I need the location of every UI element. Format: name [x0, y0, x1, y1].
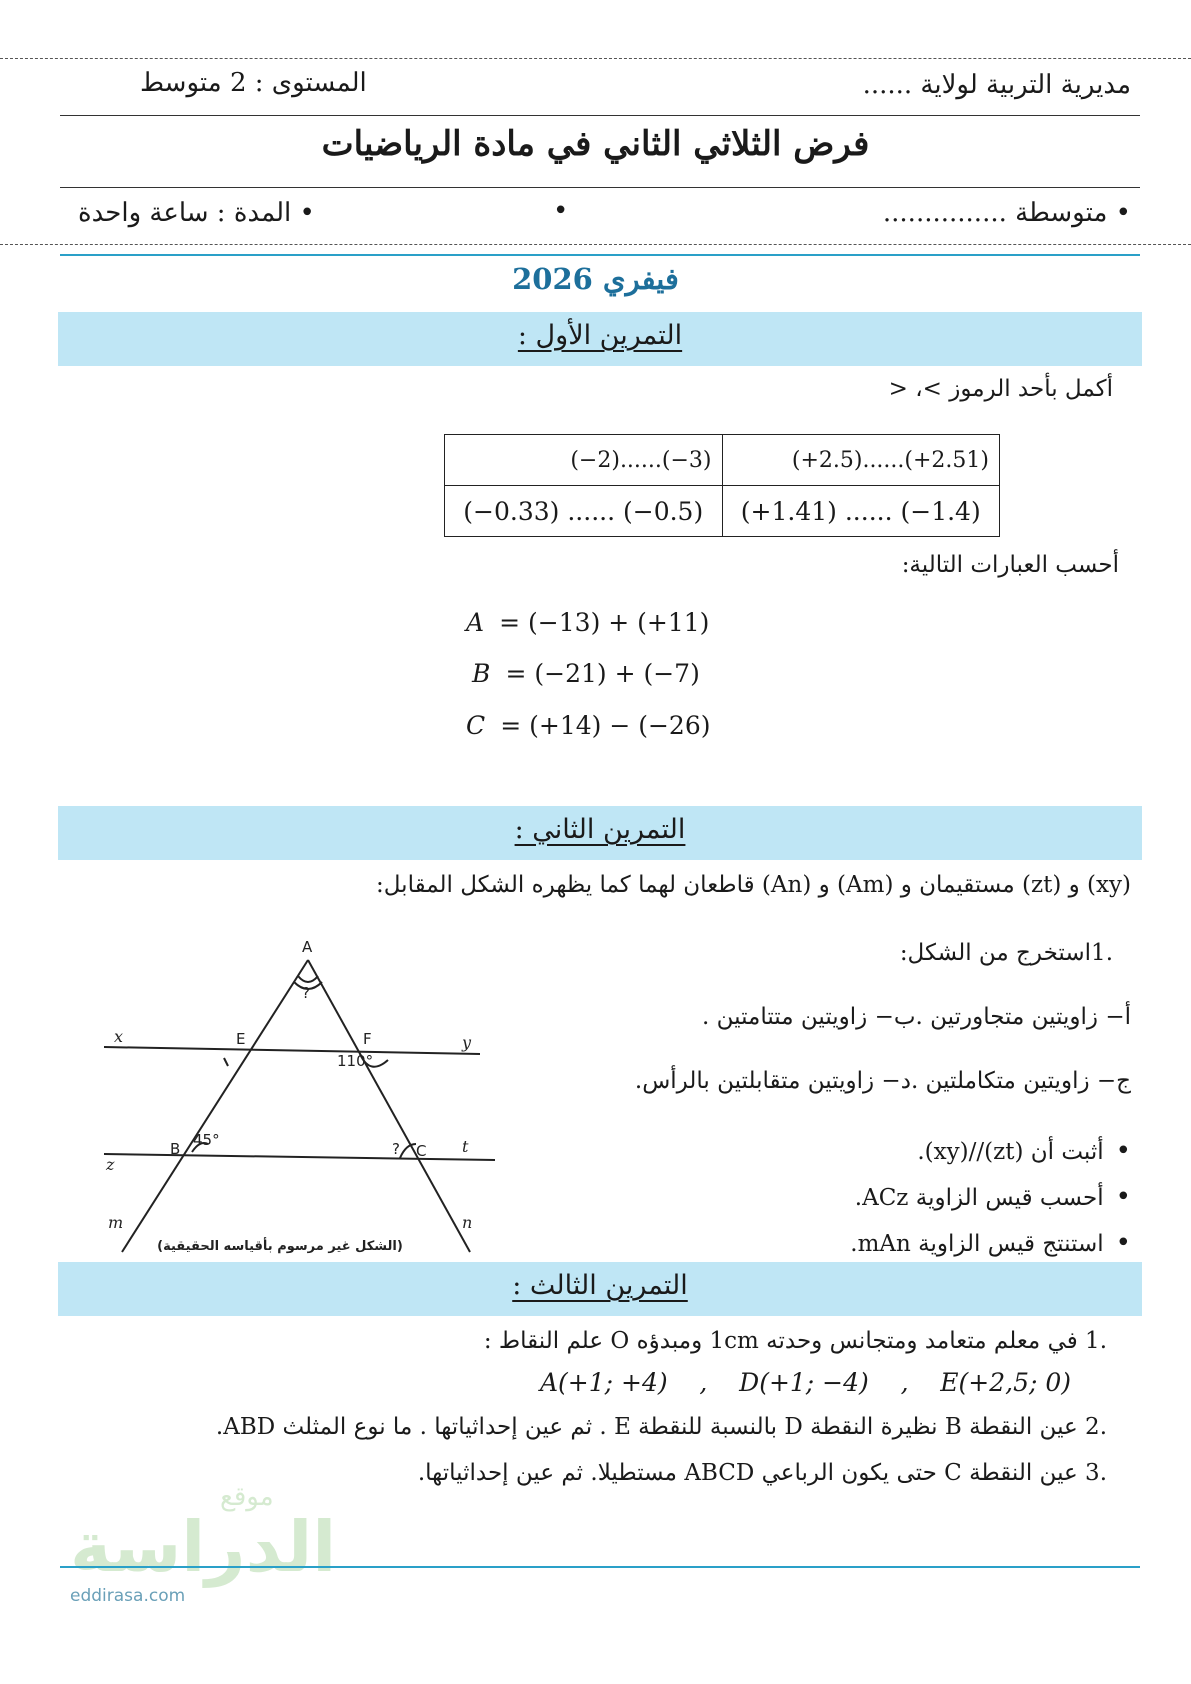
exercise2-bullet-2	[855, 1182, 1131, 1212]
exercise3-item-3	[418, 1460, 1107, 1486]
item-number: .1	[1085, 1328, 1107, 1354]
expression-c	[466, 711, 711, 740]
level-label: المستوى : 2 متوسط	[140, 68, 367, 98]
watermark-small: موقع	[220, 1482, 274, 1512]
duration-text: المدة : ساعة واحدة	[78, 198, 292, 228]
line-zt	[104, 1154, 495, 1160]
label-y: y	[462, 1033, 472, 1052]
exercise3-title: التمرين الثالث :	[512, 1270, 688, 1301]
exam-title: فرض الثلاثي الثاني في مادة الرياضيات	[321, 124, 870, 164]
bullet-icon: •	[291, 198, 315, 228]
expression-b	[472, 659, 700, 688]
exercise1-title: التمرين الأول :	[517, 320, 683, 351]
geometry-figure	[70, 930, 500, 1260]
expr-body: = (−21) + (−7)	[505, 659, 700, 688]
line-am	[122, 960, 308, 1252]
line-an	[308, 960, 473, 1252]
label-m: m	[108, 1213, 124, 1232]
expr-body: = (+14) − (−26)	[500, 711, 711, 740]
exercise3-item-1	[484, 1328, 1107, 1354]
school-label	[883, 198, 1131, 228]
exercise1-banner	[58, 312, 1142, 366]
label-t: t	[462, 1137, 469, 1156]
exercise2-banner	[58, 806, 1142, 860]
line-xy	[104, 1047, 480, 1054]
expression-a	[466, 608, 709, 637]
label-b: B	[170, 1140, 181, 1158]
bullet-icon: •	[1107, 198, 1131, 228]
label-angle-b: 45°	[193, 1131, 220, 1149]
compute-instruction: أحسب العبارات التالية:	[901, 552, 1119, 578]
angle-arc-a	[298, 976, 318, 982]
watermark-big: الدراسة	[70, 1506, 337, 1588]
top-dashed-rule	[0, 58, 1191, 59]
tick-mark	[224, 1058, 228, 1066]
label-e: E	[236, 1030, 246, 1048]
expr-name: B	[472, 659, 491, 688]
comparison-table	[444, 434, 1000, 537]
item-text: عين النقطة B نظيرة النقطة D بالنسبة للنقطة E . ثم عين إحداثياتها . ما نوع المثلث ABD.	[215, 1414, 1078, 1440]
label-n: n	[462, 1213, 473, 1232]
exercise1-instruction: أكمل بأحد الرموز >، <	[888, 376, 1113, 402]
expr-name: A	[466, 608, 485, 637]
bullet-icon: •	[553, 196, 569, 226]
date-top-rule	[60, 254, 1140, 256]
figure-caption: (الشكل غير مرسوم بأقياسه الحقيقية)	[157, 1239, 403, 1254]
label-z: z	[106, 1155, 115, 1174]
exercise2-title: التمرين الثاني :	[514, 814, 686, 845]
exercise2-q1-ab: أ− زاويتين متجاورتين .ب− زاويتين متتامتين .	[702, 1004, 1131, 1030]
exam-date: فيفري 2026	[512, 262, 679, 296]
label-x: x	[114, 1027, 124, 1046]
expr-body: = (−13) + (+11)	[499, 608, 710, 637]
table-cell: (−2)......(−3)	[445, 435, 723, 486]
footer-rule	[60, 1566, 1140, 1568]
table-cell: (+1.41) ...... (−1.4)	[722, 486, 1000, 537]
header-dashed-rule	[0, 244, 1191, 245]
exercise2-statement: (xy) و (zt) مستقيمان و (Am) و (An) قاطعان لهما كما يظهره الشكل المقابل:	[376, 872, 1131, 898]
item-number: .3	[1085, 1460, 1107, 1486]
table-row	[445, 486, 1000, 537]
header-rule-2	[60, 187, 1140, 188]
item-text: في معلم متعامد ومتجانس وحدته 1cm ومبدؤه O علم النقاط :	[483, 1328, 1078, 1354]
item-number: .2	[1085, 1414, 1107, 1440]
table-row	[445, 435, 1000, 486]
label-angle-f: 110°	[337, 1052, 374, 1070]
label-c: C	[416, 1142, 427, 1160]
bullet-text: أحسب قيس الزاوية ACz.	[854, 1185, 1104, 1211]
exercise2-bullet-3	[850, 1228, 1131, 1258]
exercise3-item-2	[216, 1414, 1107, 1440]
duration-label	[78, 198, 315, 228]
watermark-site: eddirasa.com	[70, 1586, 186, 1606]
label-f: F	[363, 1030, 372, 1048]
bullet-text: أثبت أن (zt)//(xy).	[917, 1139, 1104, 1165]
label-a: A	[302, 938, 313, 956]
item-text: عين النقطة C حتى يكون الرباعي ABCD مستطيلا. ثم عين إحداثياتها.	[417, 1460, 1078, 1486]
exercise2-q1-cd: ج− زاويتين متكاملتين .د− زاويتين متقابلتين بالرأس.	[634, 1068, 1131, 1094]
table-cell: (+2.5)......(+2.51)	[722, 435, 1000, 486]
label-unknown-c: ?	[392, 1140, 400, 1158]
exercise2-q1: .1استخرج من الشكل:	[899, 940, 1113, 966]
label-unknown-a: ?	[302, 984, 310, 1002]
table-cell: (−0.33) ...... (−0.5)	[445, 486, 723, 537]
header-rule-1	[60, 115, 1140, 116]
expr-name: C	[466, 711, 486, 740]
watermark	[70, 1482, 336, 1606]
bullet-text: استنتج قيس الزاوية mAn.	[850, 1231, 1104, 1257]
exercise2-bullet-1	[917, 1136, 1131, 1166]
exercise3-banner	[58, 1262, 1142, 1316]
school-text: متوسطة ...............	[882, 198, 1108, 228]
directorate-label: مديرية التربية لولاية ......	[862, 70, 1131, 100]
exercise3-points: A(+1; +4) , D(+1; −4) , E(+2,5; 0)	[540, 1368, 1072, 1397]
